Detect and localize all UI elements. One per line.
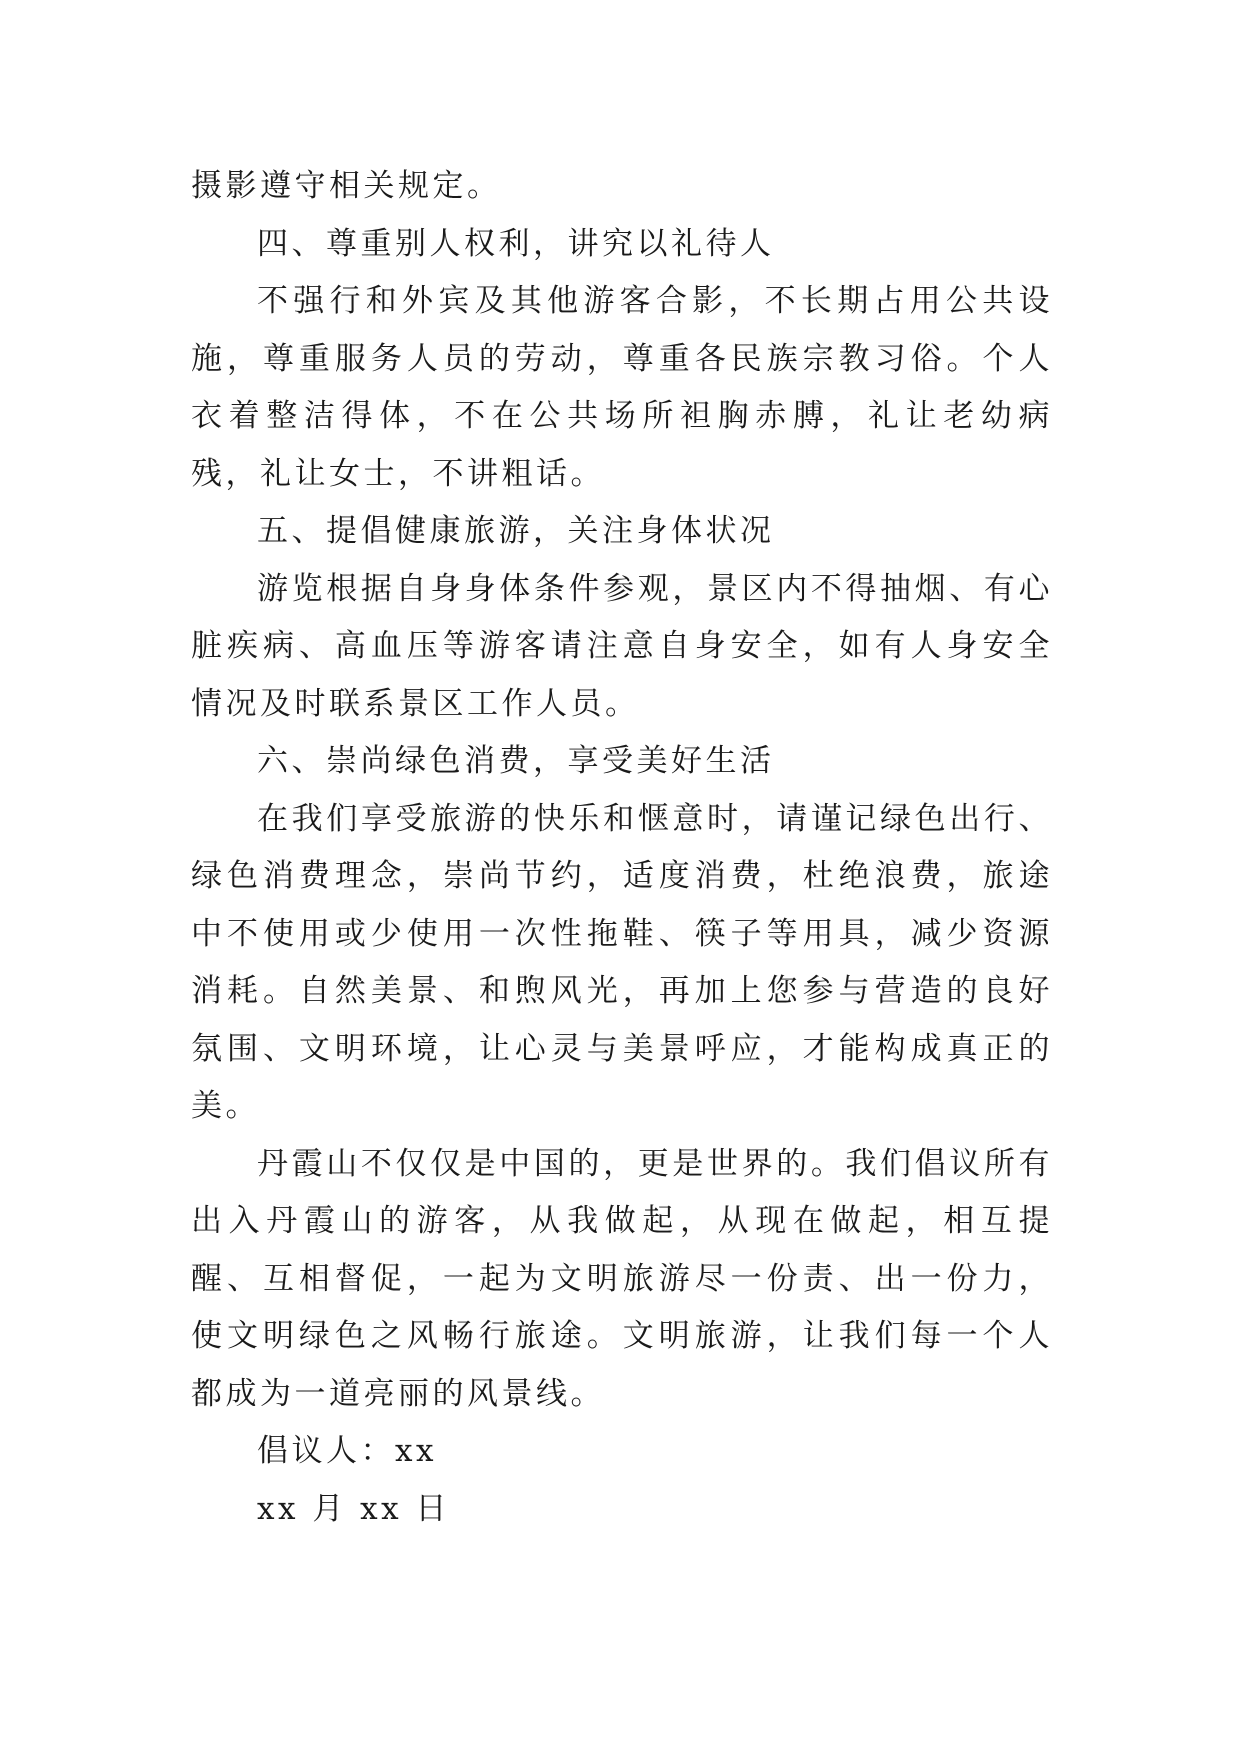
paragraph-respect-rights: 不强行和外宾及其他游客合影，不长期占用公共设施，尊重服务人员的劳动，尊重各民族宗教习俗。个人衣着整洁得体，不在公共场所袒胸赤膊，礼让老幼病残，礼让女士，不讲粗话。: [191, 283, 1053, 492]
paragraph-continued: 摄影遵守相关规定。: [191, 168, 502, 204]
section-heading-5: 五、提倡健康旅游，关注身体状况: [257, 513, 775, 549]
paragraph-healthy-travel: 游览根据自身身体条件参观，景区内不得抽烟、有心脏疾病、高血压等游客请注意自身安全，如有人身安全情况及时联系景区工作人员。: [191, 570, 1053, 722]
signature-initiator: 倡议人：xx: [257, 1433, 437, 1469]
document-body: [191, 158, 1053, 1538]
paragraph-closing-appeal: 丹霞山不仅仅是中国的，更是世界的。我们倡议所有出入丹霞山的游客，从我做起，从现在做起，相互提醒、互相督促，一起为文明旅游尽一份责、出一份力，使文明绿色之风畅行旅途。文明旅游，让我们每一个人都成为一道亮丽的风景线。: [191, 1145, 1053, 1412]
section-heading-6: 六、崇尚绿色消费，享受美好生活: [257, 743, 775, 779]
section-heading-4: 四、尊重别人权利，讲究以礼待人: [257, 225, 775, 262]
signature-date: xx 月 xx 日: [257, 1490, 450, 1527]
paragraph-green-consumption: 在我们享受旅游的快乐和惬意时，请谨记绿色出行、绿色消费理念，崇尚节约，适度消费，杜绝浪费，旅途中不使用或少使用一次性拖鞋、筷子等用具，减少资源消耗。自然美景、和煦风光，再加上您参与营造的良好氛围、文明环境，让心灵与美景呼应，才能构成真正的美。: [191, 800, 1053, 1124]
